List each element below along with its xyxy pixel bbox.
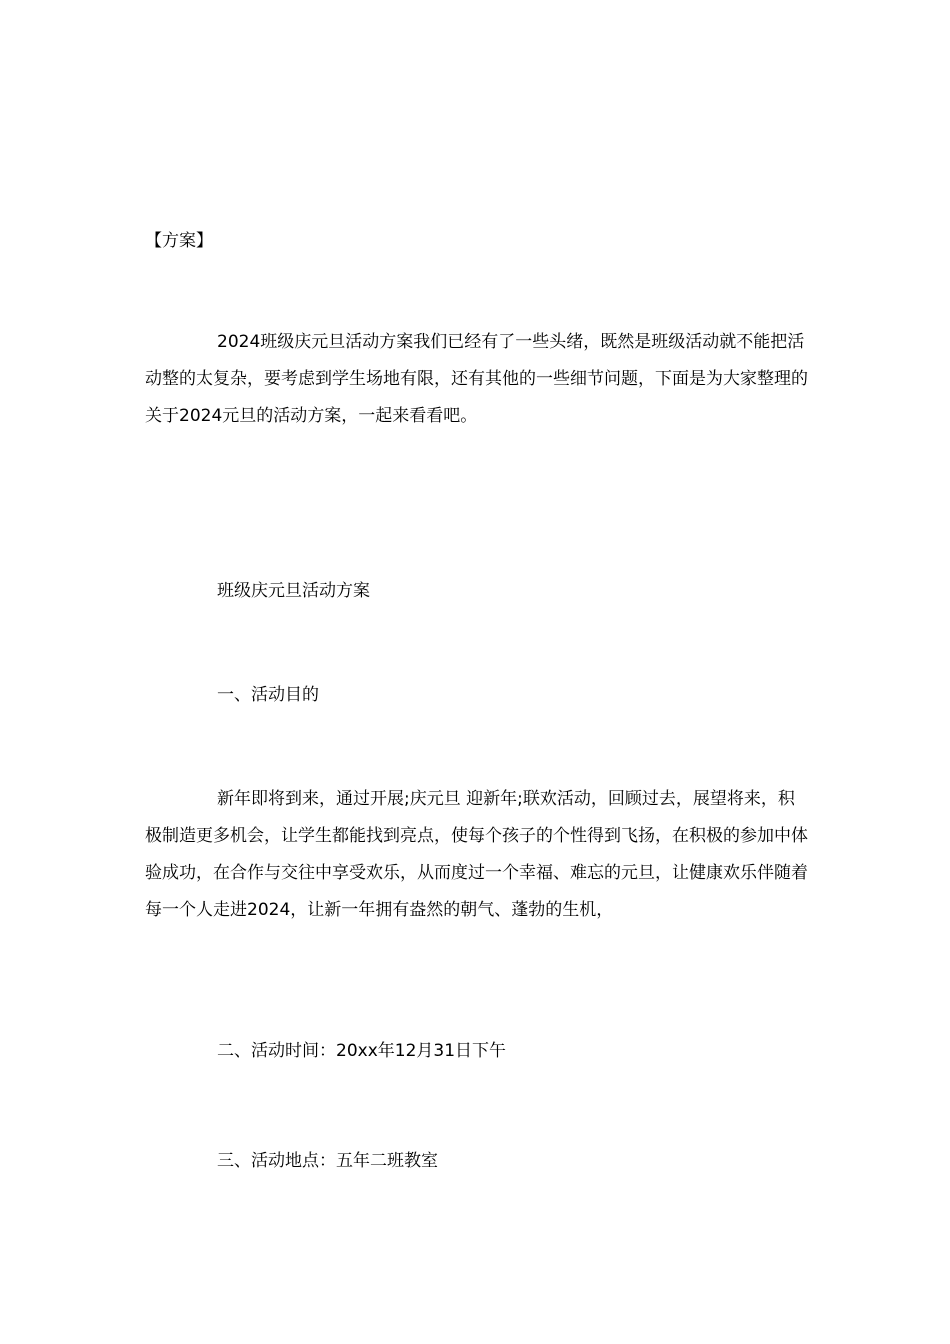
header-tag: 【方案】 [145, 231, 213, 251]
purpose-paragraph: 新年即将到来，通过开展;庆元旦 迎新年;联欢活动，回顾过去，展望将来，积极制造更多机会，让学生都能找到亮点，使每个孩子的个性得到飞扬，在积极的参加中体验成功，在合作与交往中享受欢乐，从而度过一个幸福、难忘的元旦，让健康欢乐伴随着每一个人走进2024，让新一年拥有盎然的朝气、蓬勃的生机， [145, 789, 808, 920]
activity-place: 三、活动地点：五年二班教室 [217, 1151, 438, 1171]
heading-purpose: 一、活动目的 [217, 685, 319, 705]
intro-paragraph: 2024班级庆元旦活动方案我们已经有了一些头绪，既然是班级活动就不能把活动整的太复杂，要考虑到学生场地有限，还有其他的一些细节问题，下面是为大家整理的关于2024元旦的活动方案，一起来看看吧。 [145, 332, 808, 426]
section-title: 班级庆元旦活动方案 [217, 581, 370, 601]
activity-time: 二、活动时间：20xx年12月31日下午 [217, 1041, 507, 1061]
